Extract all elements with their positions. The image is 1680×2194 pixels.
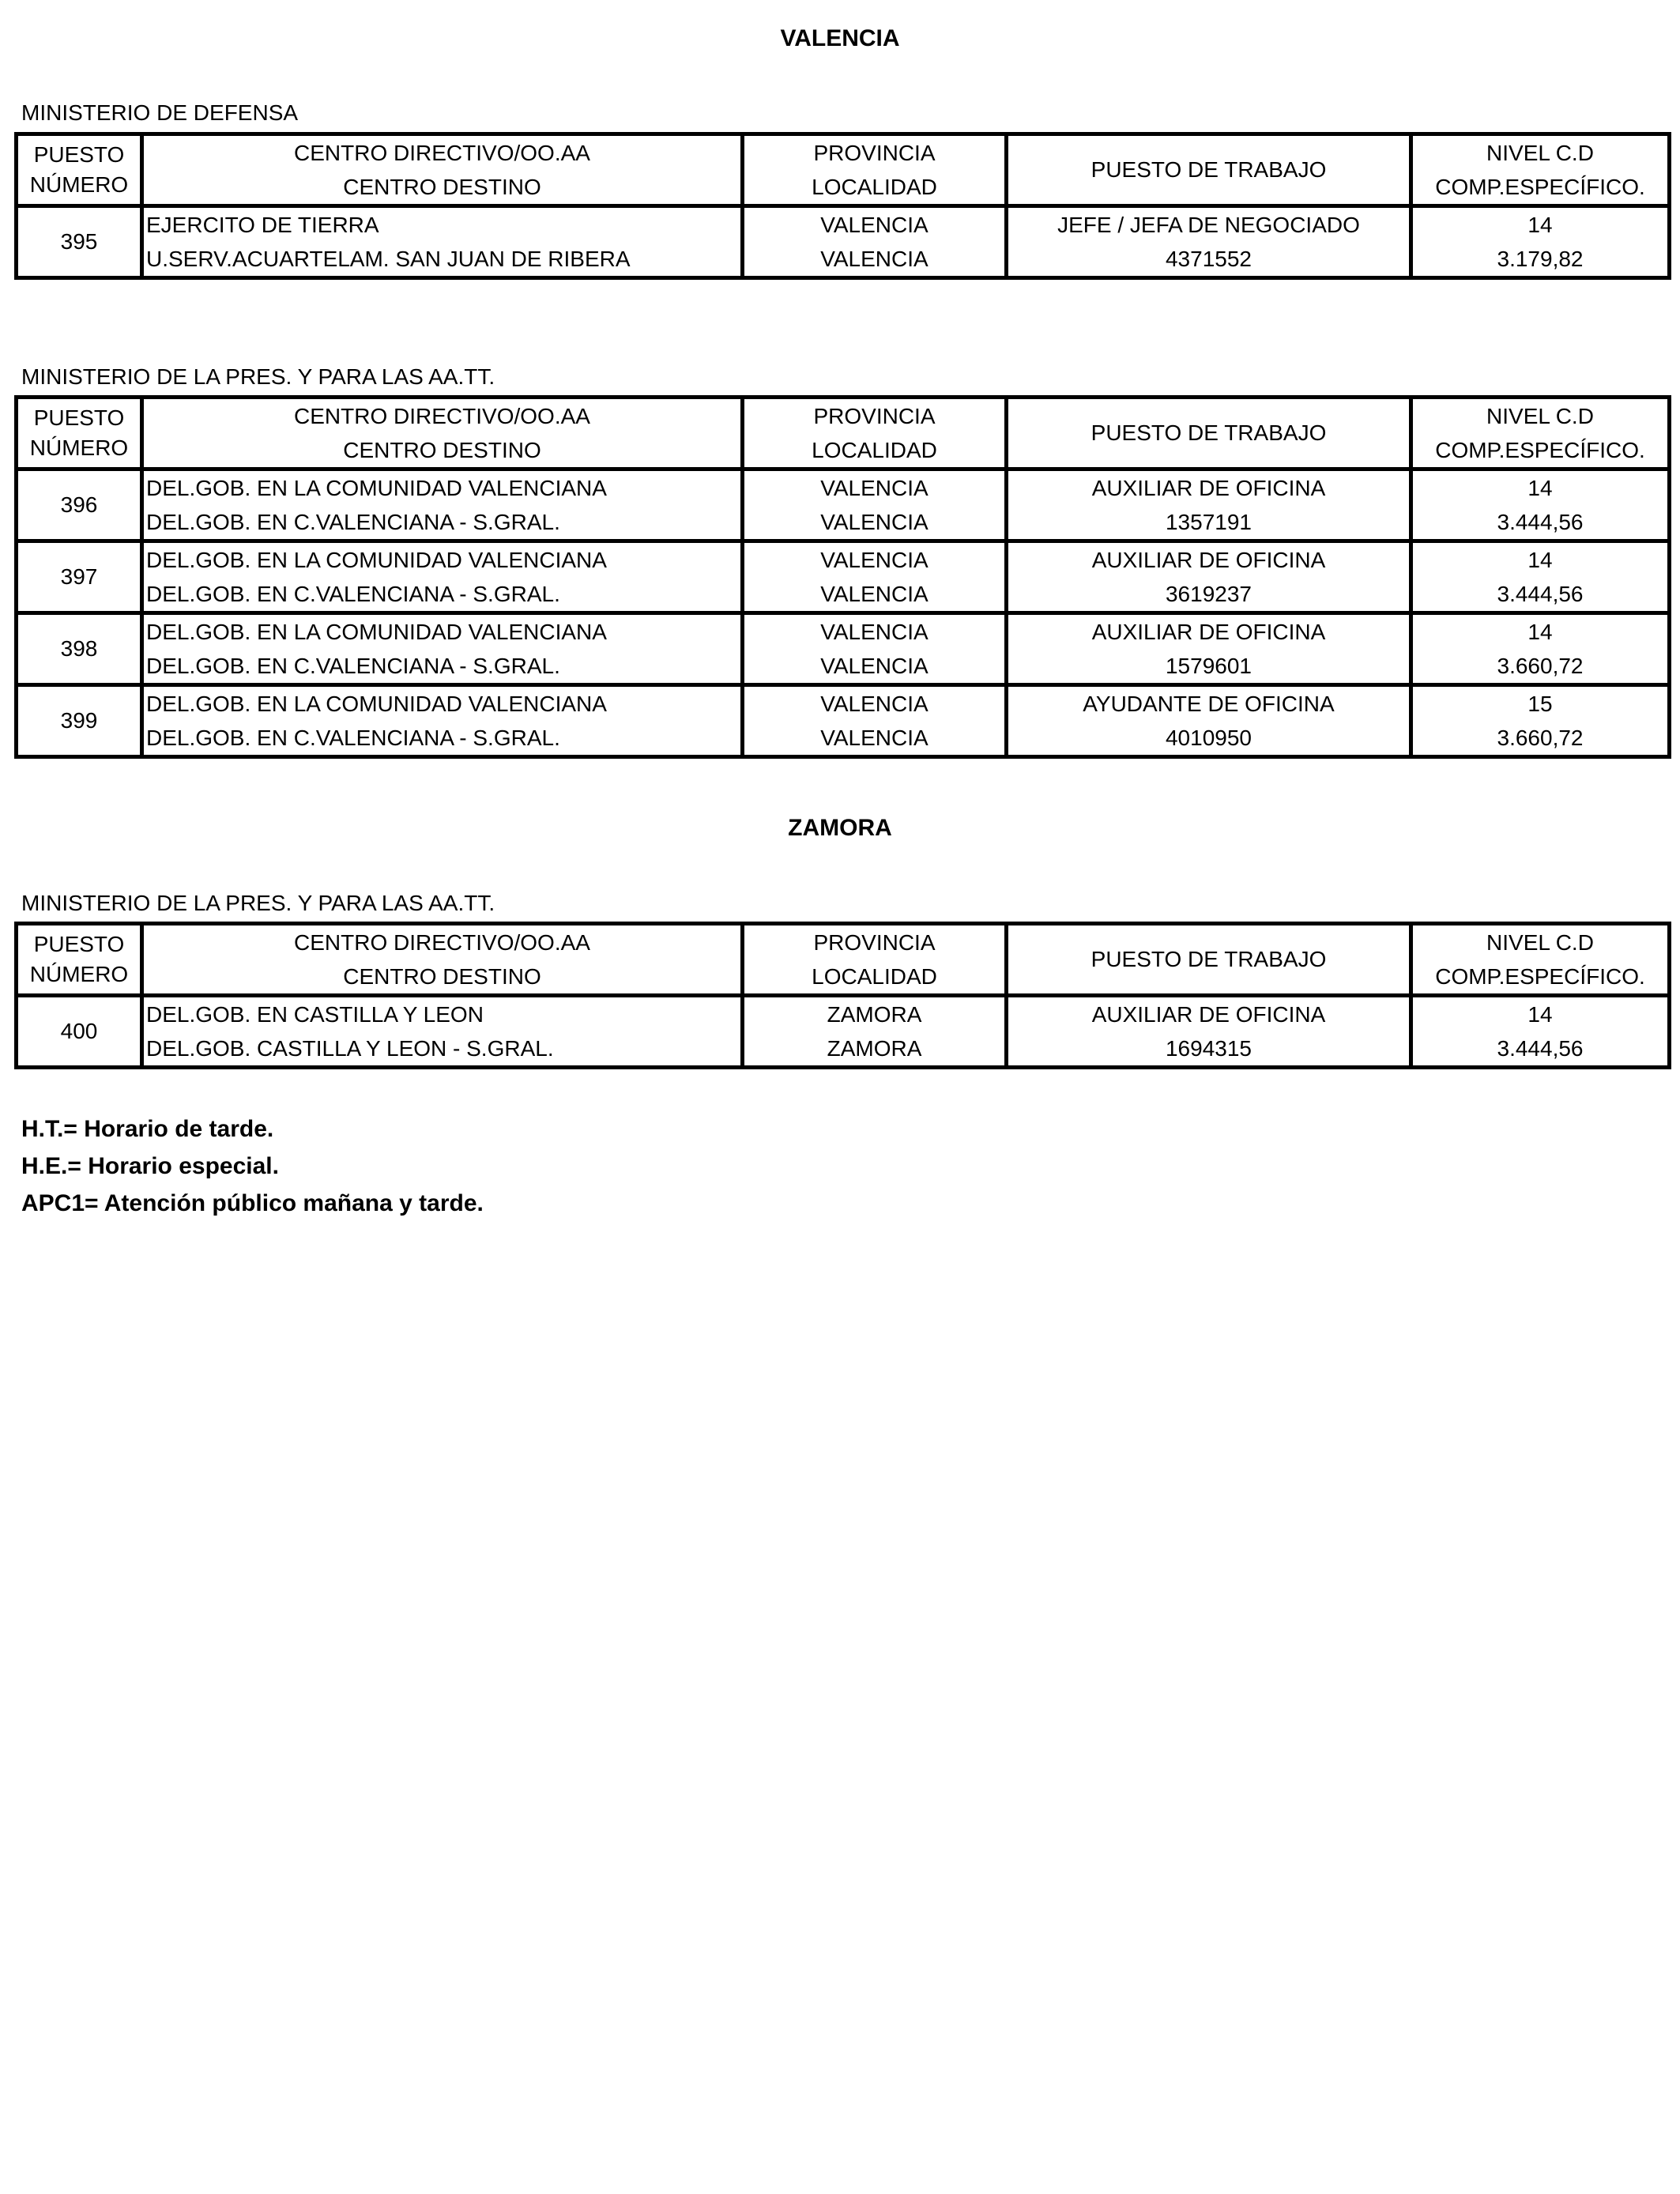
- note-he: H.E.= Horario especial.: [21, 1153, 279, 1179]
- puesto-trabajo: AUXILIAR DE OFICINA: [1091, 548, 1326, 572]
- region-title-zamora: ZAMORA: [788, 815, 892, 841]
- nivel-cd: 14: [1527, 620, 1553, 644]
- codigo-puesto: 4010950: [1165, 726, 1252, 750]
- centro-directivo: DEL.GOB. EN LA COMUNIDAD VALENCIANA: [146, 548, 607, 572]
- header-puesto: PUESTO: [33, 932, 125, 956]
- puesto-trabajo: AUXILIAR DE OFICINA: [1091, 620, 1326, 644]
- puesto-trabajo: AYUDANTE DE OFICINA: [1083, 692, 1335, 716]
- ministry-label: MINISTERIO DE LA PRES. Y PARA LAS AA.TT.: [21, 891, 495, 915]
- centro-directivo: DEL.GOB. EN LA COMUNIDAD VALENCIANA: [146, 476, 607, 500]
- puesto-numero: 398: [60, 636, 98, 661]
- complemento-especifico: 3.179,82: [1497, 247, 1584, 271]
- table-row: [17, 685, 1670, 757]
- header-centro-destino: CENTRO DESTINO: [343, 964, 541, 989]
- complemento-especifico: 3.660,72: [1497, 726, 1584, 750]
- note-apc1: APC1= Atención público mañana y tarde.: [21, 1190, 484, 1216]
- table-header-row: [17, 134, 1670, 206]
- puesto-trabajo: AUXILIAR DE OFICINA: [1091, 1002, 1326, 1027]
- puesto-numero: 397: [60, 564, 98, 589]
- provincia: VALENCIA: [820, 213, 929, 237]
- header-provincia: PROVINCIA: [813, 404, 936, 428]
- header-centro-directivo: CENTRO DIRECTIVO/OO.AA: [294, 141, 590, 165]
- centro-destino: DEL.GOB. EN C.VALENCIANA - S.GRAL.: [146, 726, 560, 750]
- header-numero: NÚMERO: [29, 172, 129, 197]
- header-nivel: NIVEL C.D: [1486, 404, 1594, 428]
- header-puesto-trabajo: PUESTO DE TRABAJO: [1090, 947, 1327, 971]
- centro-destino: DEL.GOB. CASTILLA Y LEON - S.GRAL.: [146, 1036, 554, 1061]
- header-localidad: LOCALIDAD: [812, 964, 937, 989]
- nivel-cd: 15: [1527, 692, 1553, 716]
- centro-directivo: DEL.GOB. EN CASTILLA Y LEON: [146, 1002, 484, 1027]
- complemento-especifico: 3.444,56: [1497, 582, 1584, 606]
- codigo-puesto: 1579601: [1165, 654, 1252, 678]
- provincia: VALENCIA: [820, 548, 929, 572]
- table-row: [17, 613, 1670, 685]
- header-nivel: NIVEL C.D: [1486, 930, 1594, 955]
- codigo-puesto: 3619237: [1165, 582, 1252, 606]
- localidad: VALENCIA: [820, 510, 929, 534]
- table-header-row: [17, 924, 1670, 996]
- puesto-numero: 395: [60, 229, 98, 254]
- centro-directivo: DEL.GOB. EN LA COMUNIDAD VALENCIANA: [146, 692, 607, 716]
- nivel-cd: 14: [1527, 213, 1553, 237]
- puesto-numero: 400: [60, 1019, 98, 1043]
- localidad: VALENCIA: [820, 726, 929, 750]
- header-centro-directivo: CENTRO DIRECTIVO/OO.AA: [294, 404, 590, 428]
- codigo-puesto: 1694315: [1165, 1036, 1252, 1061]
- note-ht: H.T.= Horario de tarde.: [21, 1116, 274, 1142]
- header-puesto-trabajo: PUESTO DE TRABAJO: [1090, 420, 1327, 445]
- centro-destino: U.SERV.ACUARTELAM. SAN JUAN DE RIBERA: [146, 247, 631, 271]
- localidad: VALENCIA: [820, 247, 929, 271]
- header-complemento: COMP.ESPECÍFICO.: [1435, 438, 1645, 462]
- provincia: VALENCIA: [820, 692, 929, 716]
- complemento-especifico: 3.444,56: [1497, 510, 1584, 534]
- centro-destino: DEL.GOB. EN C.VALENCIANA - S.GRAL.: [146, 510, 560, 534]
- provincia: VALENCIA: [820, 476, 929, 500]
- header-centro-destino: CENTRO DESTINO: [343, 175, 541, 199]
- table-row: [17, 469, 1670, 541]
- provincia: ZAMORA: [827, 1002, 922, 1027]
- centro-destino: DEL.GOB. EN C.VALENCIANA - S.GRAL.: [146, 654, 560, 678]
- localidad: ZAMORA: [827, 1036, 922, 1061]
- table-row: [17, 541, 1670, 613]
- header-puesto-trabajo: PUESTO DE TRABAJO: [1090, 157, 1327, 182]
- header-complemento: COMP.ESPECÍFICO.: [1435, 175, 1645, 199]
- header-localidad: LOCALIDAD: [812, 438, 937, 462]
- header-nivel: NIVEL C.D: [1486, 141, 1594, 165]
- header-puesto: PUESTO: [33, 405, 125, 430]
- puesto-trabajo: AUXILIAR DE OFICINA: [1091, 476, 1326, 500]
- posts-table-presidencia-valencia: [14, 395, 1671, 759]
- header-provincia: PROVINCIA: [813, 930, 936, 955]
- centro-directivo: DEL.GOB. EN LA COMUNIDAD VALENCIANA: [146, 620, 607, 644]
- provincia: VALENCIA: [820, 620, 929, 644]
- header-numero: NÚMERO: [29, 962, 129, 986]
- localidad: VALENCIA: [820, 582, 929, 606]
- header-centro-directivo: CENTRO DIRECTIVO/OO.AA: [294, 930, 590, 955]
- localidad: VALENCIA: [820, 654, 929, 678]
- notes-legend: [21, 1110, 484, 1222]
- nivel-cd: 14: [1527, 476, 1553, 500]
- puesto-trabajo: JEFE / JEFA DE NEGOCIADO: [1057, 213, 1360, 237]
- table-row: [17, 996, 1670, 1068]
- header-complemento: COMP.ESPECÍFICO.: [1435, 964, 1645, 989]
- nivel-cd: 14: [1527, 548, 1553, 572]
- centro-destino: DEL.GOB. EN C.VALENCIANA - S.GRAL.: [146, 582, 560, 606]
- region-title-valencia: VALENCIA: [780, 25, 900, 51]
- header-centro-destino: CENTRO DESTINO: [343, 438, 541, 462]
- header-provincia: PROVINCIA: [813, 141, 936, 165]
- puesto-numero: 399: [60, 708, 98, 733]
- table-header-row: [17, 398, 1670, 469]
- header-localidad: LOCALIDAD: [812, 175, 937, 199]
- header-numero: NÚMERO: [29, 435, 129, 460]
- posts-table-defensa: [14, 132, 1671, 280]
- puesto-numero: 396: [60, 492, 98, 517]
- complemento-especifico: 3.660,72: [1497, 654, 1584, 678]
- table-row: [17, 206, 1670, 278]
- complemento-especifico: 3.444,56: [1497, 1036, 1584, 1061]
- nivel-cd: 14: [1527, 1002, 1553, 1027]
- ministry-label: MINISTERIO DE LA PRES. Y PARA LAS AA.TT.: [21, 364, 495, 389]
- centro-directivo: EJERCITO DE TIERRA: [146, 213, 379, 237]
- codigo-puesto: 1357191: [1165, 510, 1252, 534]
- ministry-label: MINISTERIO DE DEFENSA: [21, 100, 299, 125]
- header-puesto: PUESTO: [33, 142, 125, 167]
- codigo-puesto: 4371552: [1165, 247, 1252, 271]
- posts-table-presidencia-zamora: [14, 922, 1671, 1069]
